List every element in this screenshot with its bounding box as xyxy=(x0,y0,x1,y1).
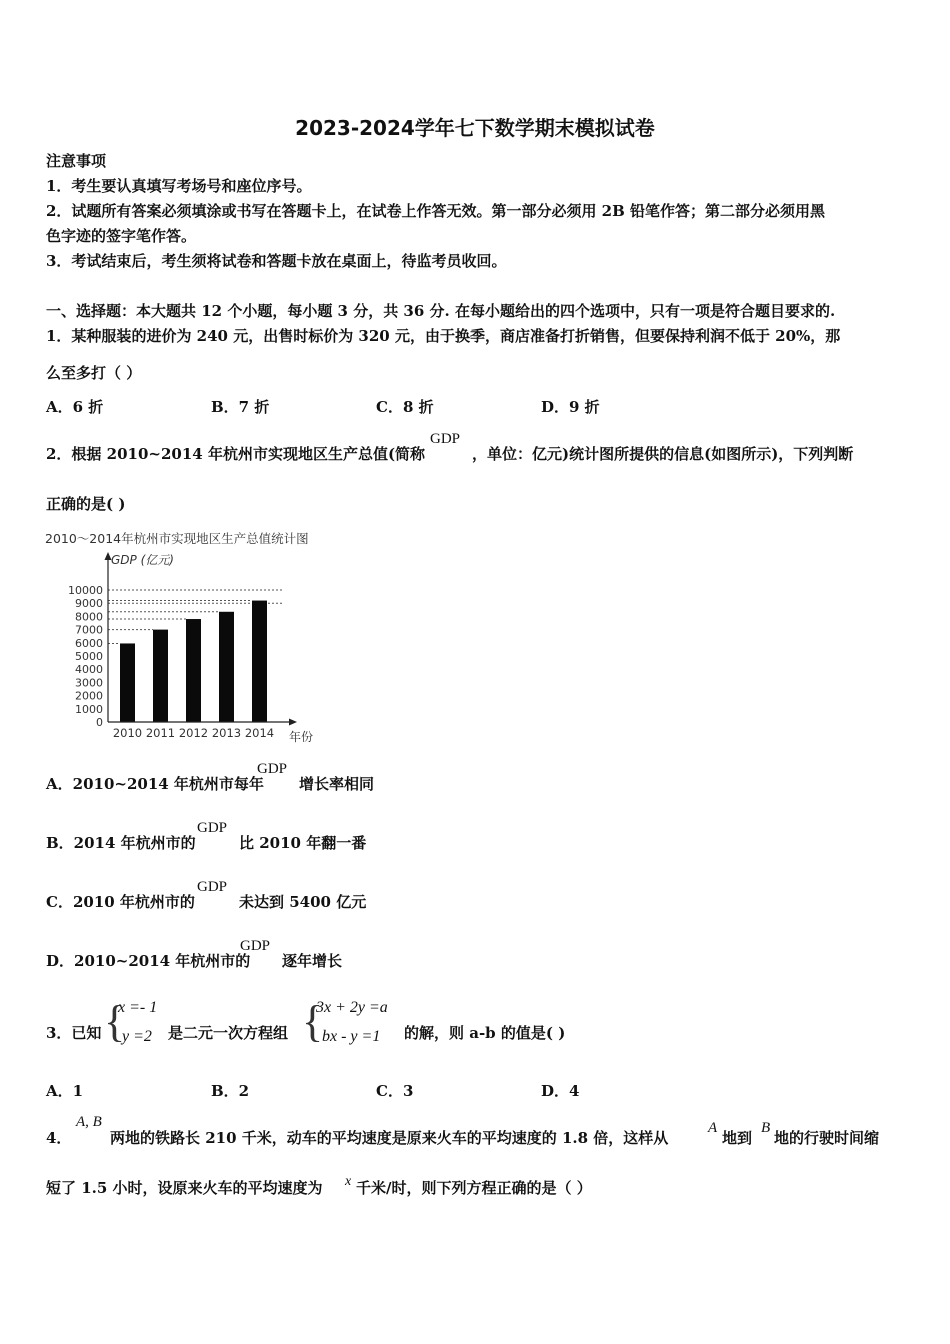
q2-option-c-post: 未达到 5400 亿元 xyxy=(239,893,367,911)
q2-option-c-gdp: GDP xyxy=(197,879,228,895)
chart-y-tick-label: 1000 xyxy=(75,702,103,716)
q2-option-b-gdp: GDP xyxy=(197,820,228,836)
q2-option-d-gdp: GDP xyxy=(240,938,271,954)
q3-pre: 3．已知 xyxy=(46,1024,102,1042)
q3-system1-brace: { xyxy=(104,997,126,1046)
q3-system2-eq2: bx - y =1 xyxy=(322,1028,381,1045)
q1-option-a: A．6 折 xyxy=(46,398,104,416)
chart-y-tick-label: 4000 xyxy=(75,663,103,677)
q1-option-c: C．8 折 xyxy=(376,398,434,416)
q2-gdp-term: GDP xyxy=(430,431,461,447)
chart-bar-2012 xyxy=(186,619,201,722)
chart-x-axis-arrow xyxy=(289,719,297,726)
q3-option-d: D．4 xyxy=(541,1082,580,1100)
chart-y-tick-label: 10000 xyxy=(68,584,103,597)
chart-y-tick-label: 7000 xyxy=(75,623,103,637)
q2-option-a-gdp: GDP xyxy=(257,761,288,777)
page-title: 2023-2024学年七下数学期末模拟试卷 xyxy=(295,116,655,140)
chart-y-tick-label: 8000 xyxy=(75,610,103,624)
q4-point-a: A xyxy=(708,1120,718,1136)
chart-y-axis-label: GDP (亿元) xyxy=(111,553,174,567)
q4-line1-part3: 地的行驶时间缩 xyxy=(774,1129,880,1147)
q3-mid: 是二元一次方程组 xyxy=(168,1024,289,1042)
chart-bar-2011 xyxy=(153,630,168,722)
notice-heading: 注意事项 xyxy=(46,152,107,170)
chart-x-tick-label: 2012 xyxy=(178,726,209,740)
q1-line1: 1．某种服装的进价为 240 元，出售时标价为 320 元，由于换季，商店准备打折销售，但要保持利润不低于 20%，那 xyxy=(46,327,841,345)
chart-bar-2014 xyxy=(252,601,267,722)
q3-option-a: A．1 xyxy=(46,1082,84,1100)
q3-system1-eq1: x =- 1 xyxy=(118,999,158,1016)
q4-line1-part1: 两地的铁路长 210 千米，动车的平均速度是原来火车的平均速度的 1.8 倍，这样从 xyxy=(110,1129,669,1147)
q3-option-c: C．3 xyxy=(376,1082,414,1100)
gdp-bar-chart xyxy=(40,526,330,748)
q2-option-a-post: 增长率相同 xyxy=(299,775,375,793)
chart-y-tick-label: 5000 xyxy=(75,650,103,663)
chart-bars xyxy=(120,601,267,722)
chart-x-ticks xyxy=(113,726,274,740)
q2-line1-post: ，单位：亿元)统计图所提供的信息(如图所示)，下列判断 xyxy=(472,445,854,463)
q4-line2-post: 千米/时，则下列方程正确的是（ ） xyxy=(356,1179,592,1197)
q2-option-d-pre: D．2010~2014 年杭州市的 xyxy=(46,952,251,970)
chart-y-tick-label: 9000 xyxy=(75,597,103,611)
q3-system2-eq1: 3x + 2y =a xyxy=(316,999,388,1016)
q1-option-b: B．7 折 xyxy=(211,398,270,416)
chart-y-tick-label: 2000 xyxy=(75,689,103,703)
q4-line1-part2: 地到 xyxy=(722,1129,753,1147)
q4-line2-pre: 短了 1.5 小时，设原来火车的平均速度为 xyxy=(46,1179,323,1197)
q2-option-b-pre: B．2014 年杭州市的 xyxy=(46,834,196,852)
chart-y-tick-label: 3000 xyxy=(75,676,103,690)
notice-item-3: 3．考试结束后，考生须将试卷和答题卡放在桌面上，待监考员收回。 xyxy=(46,252,507,270)
section-heading: 一、选择题：本大题共 12 个小题，每小题 3 分，共 36 分. 在每小题给出的四个选项中，只有一项是符合题目要求的. xyxy=(46,302,836,320)
chart-x-axis-label: 年份 xyxy=(289,730,314,744)
q1-option-d: D．9 折 xyxy=(541,398,600,416)
q2-option-d-post: 逐年增长 xyxy=(282,952,343,970)
q3-system2-brace: { xyxy=(302,997,324,1046)
chart-y-ticks xyxy=(68,584,103,729)
q2-line2: 正确的是( ) xyxy=(46,495,126,513)
chart-bar-2013 xyxy=(219,612,234,722)
notice-item-2-cont: 色字迹的签字笔作答。 xyxy=(46,227,197,245)
chart-x-tick-label: 2010 xyxy=(112,726,143,740)
chart-x-tick-label: 2014 xyxy=(244,726,275,740)
q2-option-b-post: 比 2010 年翻一番 xyxy=(239,834,367,852)
q2-option-a-pre: A．2010~2014 年杭州市每年 xyxy=(46,775,264,793)
q4-point-b: B xyxy=(761,1120,771,1136)
q3-option-b: B．2 xyxy=(211,1082,250,1100)
chart-x-tick-label: 2011 xyxy=(145,726,176,740)
q4-variable-x: x xyxy=(345,1174,352,1189)
chart-title: 2010～2014年杭州市实现地区生产总值统计图 xyxy=(45,531,309,546)
q3-system1-eq2: y =2 xyxy=(122,1028,152,1045)
q3-post: 的解，则 a-b 的值是( ) xyxy=(404,1024,566,1042)
chart-bar-2010 xyxy=(120,643,135,722)
chart-x-tick-label: 2013 xyxy=(211,726,242,740)
q4-number: 4． xyxy=(46,1129,72,1147)
chart-y-tick-label: 6000 xyxy=(75,636,103,650)
q2-line1-pre: 2．根据 2010~2014 年杭州市实现地区生产总值(简称 xyxy=(46,445,426,463)
q2-option-c-pre: C．2010 年杭州市的 xyxy=(46,893,195,911)
q1-line2: 么至多打（ ） xyxy=(46,364,142,382)
q4-points-ab: A, B xyxy=(76,1114,102,1130)
chart-y-tick-label: 0 xyxy=(96,716,103,729)
notice-item-1: 1．考生要认真填写考场号和座位序号。 xyxy=(46,177,312,195)
notice-item-2: 2．试题所有答案必须填涂或书写在答题卡上，在试卷上作答无效。第一部分必须用 2B 铅笔作答；第二部分必须用黑 xyxy=(46,202,826,220)
